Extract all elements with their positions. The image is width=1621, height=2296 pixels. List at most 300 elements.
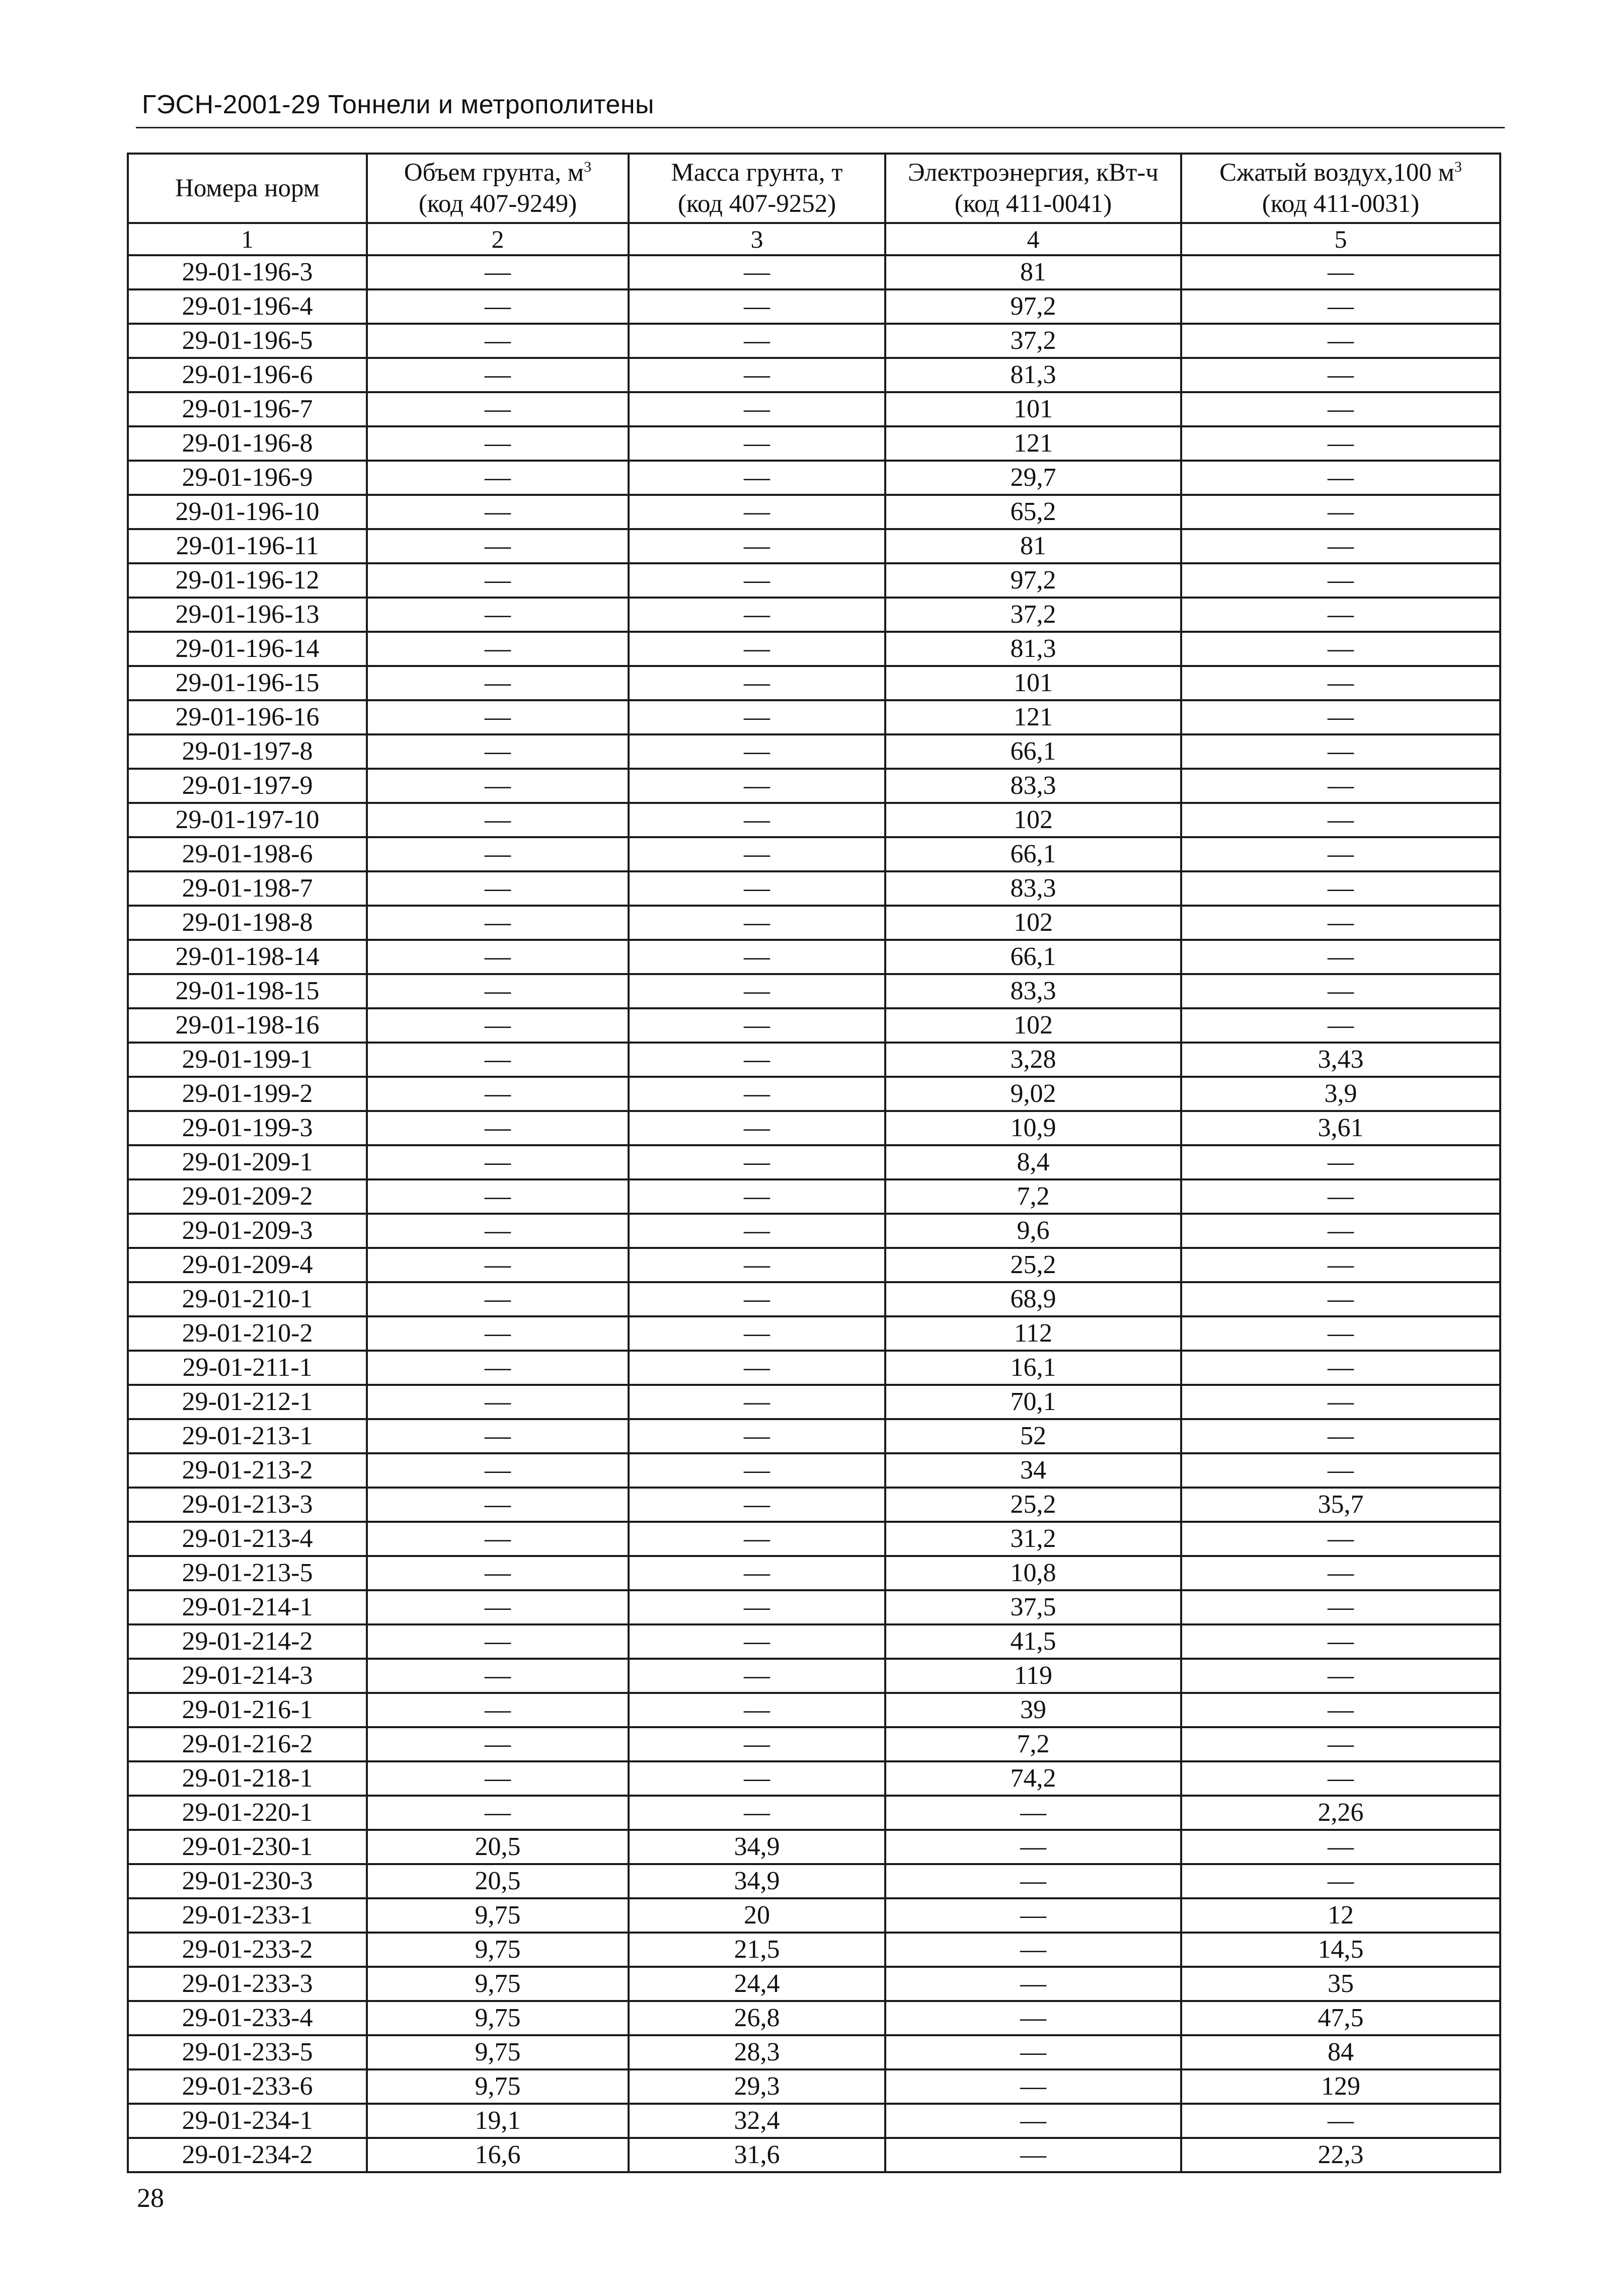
compressed-air-cell: — (1181, 803, 1500, 837)
compressed-air-cell: — (1181, 598, 1500, 632)
soil-volume-cell: — (367, 1008, 629, 1043)
norm-number-cell: 29-01-196-6 (128, 358, 367, 392)
soil-volume-cell: — (367, 940, 629, 974)
soil-volume-cell: — (367, 461, 629, 495)
soil-volume-cell: — (367, 1727, 629, 1761)
compressed-air-cell: — (1181, 1008, 1500, 1043)
page-number: 28 (137, 2183, 164, 2213)
norm-number-cell: 29-01-196-5 (128, 324, 367, 358)
table-row (128, 1214, 1500, 1248)
compressed-air-cell: — (1181, 1179, 1500, 1214)
compressed-air-cell: — (1181, 563, 1500, 598)
soil-volume-cell: — (367, 837, 629, 871)
table-row (128, 632, 1500, 666)
electricity-cell: — (885, 2138, 1181, 2172)
soil-volume-cell: 9,75 (367, 1933, 629, 1967)
header-electricity: Электроэнергия, кВт-ч (код 411-0041) (885, 154, 1181, 223)
compressed-air-cell: — (1181, 529, 1500, 563)
norm-number-cell: 29-01-230-3 (128, 1864, 367, 1898)
electricity-cell: 9,02 (885, 1077, 1181, 1111)
soil-volume-cell: — (367, 529, 629, 563)
electricity-cell: — (885, 2104, 1181, 2138)
table-header (128, 154, 1500, 255)
soil-volume-cell: — (367, 598, 629, 632)
compressed-air-cell: — (1181, 1624, 1500, 1659)
norm-number-cell: 29-01-213-5 (128, 1556, 367, 1590)
soil-volume-cell: — (367, 324, 629, 358)
table-row (128, 2069, 1500, 2104)
soil-volume-cell: — (367, 734, 629, 769)
norm-number-cell: 29-01-233-3 (128, 1967, 367, 2001)
soil-volume-cell: — (367, 1077, 629, 1111)
table-row (128, 1385, 1500, 1419)
soil-volume-cell: — (367, 1316, 629, 1351)
table-row (128, 461, 1500, 495)
soil-mass-cell: — (629, 906, 885, 940)
table-row (128, 1077, 1500, 1111)
electricity-cell: — (885, 2035, 1181, 2069)
soil-volume-cell: — (367, 632, 629, 666)
electricity-cell: 52 (885, 1419, 1181, 1453)
norm-number-cell: 29-01-213-4 (128, 1522, 367, 1556)
compressed-air-cell: — (1181, 1864, 1500, 1898)
table-row (128, 1522, 1500, 1556)
table-row (128, 1693, 1500, 1727)
electricity-cell: 81,3 (885, 632, 1181, 666)
soil-mass-cell: — (629, 255, 885, 289)
soil-mass-cell: — (629, 1351, 885, 1385)
compressed-air-cell: — (1181, 358, 1500, 392)
electricity-cell: 121 (885, 700, 1181, 734)
soil-mass-cell: — (629, 529, 885, 563)
soil-mass-cell: — (629, 1624, 885, 1659)
soil-volume-cell: — (367, 1385, 629, 1419)
soil-volume-cell: 9,75 (367, 1967, 629, 2001)
soil-mass-cell: — (629, 1556, 885, 1590)
compressed-air-cell: — (1181, 632, 1500, 666)
electricity-cell: 102 (885, 906, 1181, 940)
column-number: 4 (885, 223, 1181, 255)
header-norm-numbers: Номера норм (128, 154, 367, 223)
compressed-air-cell: — (1181, 1419, 1500, 1453)
compressed-air-cell: — (1181, 426, 1500, 461)
norm-number-cell: 29-01-199-3 (128, 1111, 367, 1145)
soil-volume-cell: — (367, 1351, 629, 1385)
electricity-cell: 10,8 (885, 1556, 1181, 1590)
table-row (128, 700, 1500, 734)
compressed-air-cell: 129 (1181, 2069, 1500, 2104)
compressed-air-cell: 14,5 (1181, 1933, 1500, 1967)
table-row (128, 495, 1500, 529)
soil-mass-cell: — (629, 1316, 885, 1351)
column-number-row (128, 223, 1500, 255)
table-row (128, 1179, 1500, 1214)
norm-number-cell: 29-01-214-3 (128, 1659, 367, 1693)
table-row (128, 1659, 1500, 1693)
soil-volume-cell: — (367, 906, 629, 940)
compressed-air-cell: 47,5 (1181, 2001, 1500, 2035)
compressed-air-cell: — (1181, 1693, 1500, 1727)
soil-mass-cell: — (629, 1419, 885, 1453)
electricity-cell: 25,2 (885, 1248, 1181, 1282)
compressed-air-cell: — (1181, 906, 1500, 940)
norm-number-cell: 29-01-220-1 (128, 1796, 367, 1830)
electricity-cell: 101 (885, 666, 1181, 700)
electricity-cell: 10,9 (885, 1111, 1181, 1145)
electricity-cell: 16,1 (885, 1351, 1181, 1385)
soil-mass-cell: — (629, 632, 885, 666)
electricity-cell: 66,1 (885, 837, 1181, 871)
table-row (128, 2001, 1500, 2035)
table-row (128, 1248, 1500, 1282)
electricity-cell: 81 (885, 529, 1181, 563)
soil-volume-cell: — (367, 1693, 629, 1727)
soil-mass-cell: — (629, 803, 885, 837)
electricity-cell: 9,6 (885, 1214, 1181, 1248)
soil-volume-cell: — (367, 1282, 629, 1316)
electricity-cell: 3,28 (885, 1043, 1181, 1077)
table-row (128, 1316, 1500, 1351)
table-row (128, 289, 1500, 324)
table-row (128, 1145, 1500, 1179)
norm-number-cell: 29-01-198-7 (128, 871, 367, 906)
norm-number-cell: 29-01-196-9 (128, 461, 367, 495)
norm-number-cell: 29-01-198-6 (128, 837, 367, 871)
soil-mass-cell: — (629, 734, 885, 769)
compressed-air-cell: — (1181, 324, 1500, 358)
table-row (128, 392, 1500, 426)
electricity-cell: 29,7 (885, 461, 1181, 495)
norm-number-cell: 29-01-198-14 (128, 940, 367, 974)
compressed-air-cell: — (1181, 1316, 1500, 1351)
soil-volume-cell: — (367, 1556, 629, 1590)
soil-mass-cell: — (629, 666, 885, 700)
norm-number-cell: 29-01-196-15 (128, 666, 367, 700)
norm-number-cell: 29-01-196-14 (128, 632, 367, 666)
soil-volume-cell: — (367, 871, 629, 906)
soil-mass-cell: 26,8 (629, 2001, 885, 2035)
compressed-air-cell: — (1181, 1761, 1500, 1796)
norm-number-cell: 29-01-213-2 (128, 1453, 367, 1488)
compressed-air-cell: — (1181, 1385, 1500, 1419)
norm-number-cell: 29-01-196-11 (128, 529, 367, 563)
norm-number-cell: 29-01-209-1 (128, 1145, 367, 1179)
compressed-air-cell: — (1181, 461, 1500, 495)
table-row (128, 1933, 1500, 1967)
table-row (128, 598, 1500, 632)
soil-mass-cell: 34,9 (629, 1864, 885, 1898)
soil-mass-cell: — (629, 426, 885, 461)
norm-number-cell: 29-01-197-9 (128, 769, 367, 803)
norm-number-cell: 29-01-198-16 (128, 1008, 367, 1043)
soil-mass-cell: — (629, 974, 885, 1008)
soil-volume-cell: — (367, 563, 629, 598)
soil-volume-cell: 16,6 (367, 2138, 629, 2172)
table-row (128, 666, 1500, 700)
table-row (128, 1898, 1500, 1933)
soil-mass-cell: — (629, 940, 885, 974)
electricity-cell: — (885, 1933, 1181, 1967)
soil-volume-cell: — (367, 1145, 629, 1179)
compressed-air-cell: — (1181, 1522, 1500, 1556)
running-head: ГЭСН-2001-29 Тоннели и метрополитены (142, 90, 654, 119)
norms-table (127, 153, 1501, 2173)
electricity-cell: 7,2 (885, 1179, 1181, 1214)
soil-volume-cell: — (367, 1761, 629, 1796)
soil-mass-cell: — (629, 1111, 885, 1145)
soil-mass-cell: — (629, 769, 885, 803)
soil-mass-cell: — (629, 598, 885, 632)
norm-number-cell: 29-01-196-10 (128, 495, 367, 529)
norm-number-cell: 29-01-213-3 (128, 1488, 367, 1522)
soil-mass-cell: 28,3 (629, 2035, 885, 2069)
table-row (128, 2035, 1500, 2069)
column-number: 2 (367, 223, 629, 255)
soil-volume-cell: — (367, 289, 629, 324)
norm-number-cell: 29-01-197-8 (128, 734, 367, 769)
soil-volume-cell: — (367, 495, 629, 529)
soil-mass-cell: — (629, 1145, 885, 1179)
norm-number-cell: 29-01-234-1 (128, 2104, 367, 2138)
electricity-cell: — (885, 1898, 1181, 1933)
electricity-cell: 97,2 (885, 289, 1181, 324)
electricity-cell: 7,2 (885, 1727, 1181, 1761)
electricity-cell: — (885, 1864, 1181, 1898)
soil-mass-cell: — (629, 392, 885, 426)
soil-mass-cell: — (629, 1659, 885, 1693)
soil-volume-cell: 20,5 (367, 1830, 629, 1864)
compressed-air-cell: — (1181, 1556, 1500, 1590)
norm-number-cell: 29-01-196-16 (128, 700, 367, 734)
electricity-cell: 121 (885, 426, 1181, 461)
electricity-cell: — (885, 2069, 1181, 2104)
compressed-air-cell: 2,26 (1181, 1796, 1500, 1830)
table-row (128, 324, 1500, 358)
electricity-cell: 102 (885, 1008, 1181, 1043)
norm-number-cell: 29-01-214-2 (128, 1624, 367, 1659)
compressed-air-cell: — (1181, 1282, 1500, 1316)
table-row (128, 1967, 1500, 2001)
soil-volume-cell: — (367, 1179, 629, 1214)
soil-volume-cell: 20,5 (367, 1864, 629, 1898)
soil-mass-cell: — (629, 1043, 885, 1077)
soil-volume-cell: 19,1 (367, 2104, 629, 2138)
norm-number-cell: 29-01-233-6 (128, 2069, 367, 2104)
soil-mass-cell: — (629, 1179, 885, 1214)
norm-number-cell: 29-01-196-12 (128, 563, 367, 598)
norm-number-cell: 29-01-196-4 (128, 289, 367, 324)
soil-mass-cell: — (629, 1522, 885, 1556)
soil-volume-cell: — (367, 974, 629, 1008)
norm-number-cell: 29-01-216-1 (128, 1693, 367, 1727)
table-row (128, 1111, 1500, 1145)
soil-volume-cell: 9,75 (367, 2001, 629, 2035)
electricity-cell: 112 (885, 1316, 1181, 1351)
electricity-cell: 34 (885, 1453, 1181, 1488)
electricity-cell: 39 (885, 1693, 1181, 1727)
column-number: 1 (128, 223, 367, 255)
soil-volume-cell: — (367, 1522, 629, 1556)
norm-number-cell: 29-01-233-2 (128, 1933, 367, 1967)
compressed-air-cell: — (1181, 255, 1500, 289)
table-row (128, 940, 1500, 974)
table-row (128, 1830, 1500, 1864)
soil-volume-cell: — (367, 426, 629, 461)
soil-mass-cell: — (629, 837, 885, 871)
soil-mass-cell: — (629, 461, 885, 495)
table-row (128, 2104, 1500, 2138)
electricity-cell: 25,2 (885, 1488, 1181, 1522)
soil-volume-cell: — (367, 1590, 629, 1624)
soil-volume-cell: — (367, 666, 629, 700)
table-row (128, 426, 1500, 461)
electricity-cell: 81 (885, 255, 1181, 289)
soil-volume-cell: — (367, 1248, 629, 1282)
electricity-cell: 119 (885, 1659, 1181, 1693)
soil-mass-cell: 34,9 (629, 1830, 885, 1864)
electricity-cell: 102 (885, 803, 1181, 837)
table-row (128, 803, 1500, 837)
electricity-cell: 68,9 (885, 1282, 1181, 1316)
soil-volume-cell: — (367, 255, 629, 289)
electricity-cell: 83,3 (885, 871, 1181, 906)
soil-mass-cell: — (629, 358, 885, 392)
soil-volume-cell: 9,75 (367, 2069, 629, 2104)
soil-mass-cell: — (629, 1796, 885, 1830)
compressed-air-cell: 35,7 (1181, 1488, 1500, 1522)
soil-mass-cell: — (629, 1385, 885, 1419)
norm-number-cell: 29-01-199-2 (128, 1077, 367, 1111)
compressed-air-cell: 3,9 (1181, 1077, 1500, 1111)
soil-volume-cell: — (367, 1419, 629, 1453)
norm-number-cell: 29-01-210-2 (128, 1316, 367, 1351)
compressed-air-cell: — (1181, 1659, 1500, 1693)
norm-number-cell: 29-01-199-1 (128, 1043, 367, 1077)
table-row (128, 529, 1500, 563)
compressed-air-cell: 3,43 (1181, 1043, 1500, 1077)
soil-mass-cell: 29,3 (629, 2069, 885, 2104)
table-row (128, 871, 1500, 906)
electricity-cell: 97,2 (885, 563, 1181, 598)
soil-mass-cell: — (629, 1282, 885, 1316)
table-row (128, 1727, 1500, 1761)
compressed-air-cell: — (1181, 1248, 1500, 1282)
column-number: 3 (629, 223, 885, 255)
table-row (128, 1864, 1500, 1898)
compressed-air-cell: — (1181, 666, 1500, 700)
table-row (128, 1043, 1500, 1077)
compressed-air-cell: — (1181, 837, 1500, 871)
norm-number-cell: 29-01-210-1 (128, 1282, 367, 1316)
table-row (128, 1556, 1500, 1590)
table-row (128, 358, 1500, 392)
compressed-air-cell: — (1181, 495, 1500, 529)
soil-volume-cell: — (367, 1453, 629, 1488)
norm-number-cell: 29-01-230-1 (128, 1830, 367, 1864)
header-soil-mass: Масса грунта, т (код 407-9252) (629, 154, 885, 223)
norm-number-cell: 29-01-196-8 (128, 426, 367, 461)
table-row (128, 769, 1500, 803)
electricity-cell: — (885, 1796, 1181, 1830)
compressed-air-cell: — (1181, 974, 1500, 1008)
compressed-air-cell: — (1181, 1830, 1500, 1864)
soil-volume-cell: — (367, 1796, 629, 1830)
header-row (128, 154, 1500, 223)
electricity-cell: 83,3 (885, 769, 1181, 803)
soil-mass-cell: — (629, 1693, 885, 1727)
soil-mass-cell: — (629, 1761, 885, 1796)
norm-number-cell: 29-01-213-1 (128, 1419, 367, 1453)
soil-mass-cell: — (629, 1214, 885, 1248)
electricity-cell: 65,2 (885, 495, 1181, 529)
header-compressed-air: Сжатый воздух,100 $м^3$ (код 411-0031) (1181, 154, 1500, 223)
compressed-air-cell: — (1181, 940, 1500, 974)
header-rule (136, 127, 1505, 128)
soil-mass-cell: — (629, 1453, 885, 1488)
soil-mass-cell: 20 (629, 1898, 885, 1933)
electricity-cell: 8,4 (885, 1145, 1181, 1179)
norm-number-cell: 29-01-211-1 (128, 1351, 367, 1385)
norm-number-cell: 29-01-209-4 (128, 1248, 367, 1282)
column-number: 5 (1181, 223, 1500, 255)
compressed-air-cell: — (1181, 2104, 1500, 2138)
table-row (128, 1488, 1500, 1522)
table-row (128, 1624, 1500, 1659)
soil-volume-cell: — (367, 1043, 629, 1077)
table-row (128, 1453, 1500, 1488)
compressed-air-cell: — (1181, 1214, 1500, 1248)
soil-mass-cell: 31,6 (629, 2138, 885, 2172)
electricity-cell: 81,3 (885, 358, 1181, 392)
compressed-air-cell: 22,3 (1181, 2138, 1500, 2172)
soil-volume-cell: — (367, 1111, 629, 1145)
soil-volume-cell: — (367, 1659, 629, 1693)
norm-number-cell: 29-01-233-4 (128, 2001, 367, 2035)
table-row (128, 1590, 1500, 1624)
electricity-cell: 31,2 (885, 1522, 1181, 1556)
soil-volume-cell: — (367, 358, 629, 392)
electricity-cell: 37,2 (885, 324, 1181, 358)
norm-number-cell: 29-01-196-7 (128, 392, 367, 426)
compressed-air-cell: 84 (1181, 2035, 1500, 2069)
compressed-air-cell: 35 (1181, 1967, 1500, 2001)
soil-volume-cell: — (367, 392, 629, 426)
soil-mass-cell: — (629, 1008, 885, 1043)
electricity-cell: 41,5 (885, 1624, 1181, 1659)
table-row (128, 1282, 1500, 1316)
compressed-air-cell: — (1181, 289, 1500, 324)
norm-number-cell: 29-01-198-8 (128, 906, 367, 940)
soil-mass-cell: 24,4 (629, 1967, 885, 2001)
soil-volume-cell: — (367, 803, 629, 837)
norm-number-cell: 29-01-234-2 (128, 2138, 367, 2172)
compressed-air-cell: — (1181, 1727, 1500, 1761)
table-row (128, 1351, 1500, 1385)
table-row (128, 734, 1500, 769)
electricity-cell: 101 (885, 392, 1181, 426)
compressed-air-cell: — (1181, 1453, 1500, 1488)
electricity-cell: 83,3 (885, 974, 1181, 1008)
electricity-cell: 37,2 (885, 598, 1181, 632)
compressed-air-cell: — (1181, 734, 1500, 769)
electricity-cell: — (885, 2001, 1181, 2035)
soil-volume-cell: — (367, 769, 629, 803)
soil-mass-cell: — (629, 1248, 885, 1282)
compressed-air-cell: — (1181, 871, 1500, 906)
compressed-air-cell: — (1181, 700, 1500, 734)
norm-number-cell: 29-01-212-1 (128, 1385, 367, 1419)
soil-mass-cell: — (629, 871, 885, 906)
